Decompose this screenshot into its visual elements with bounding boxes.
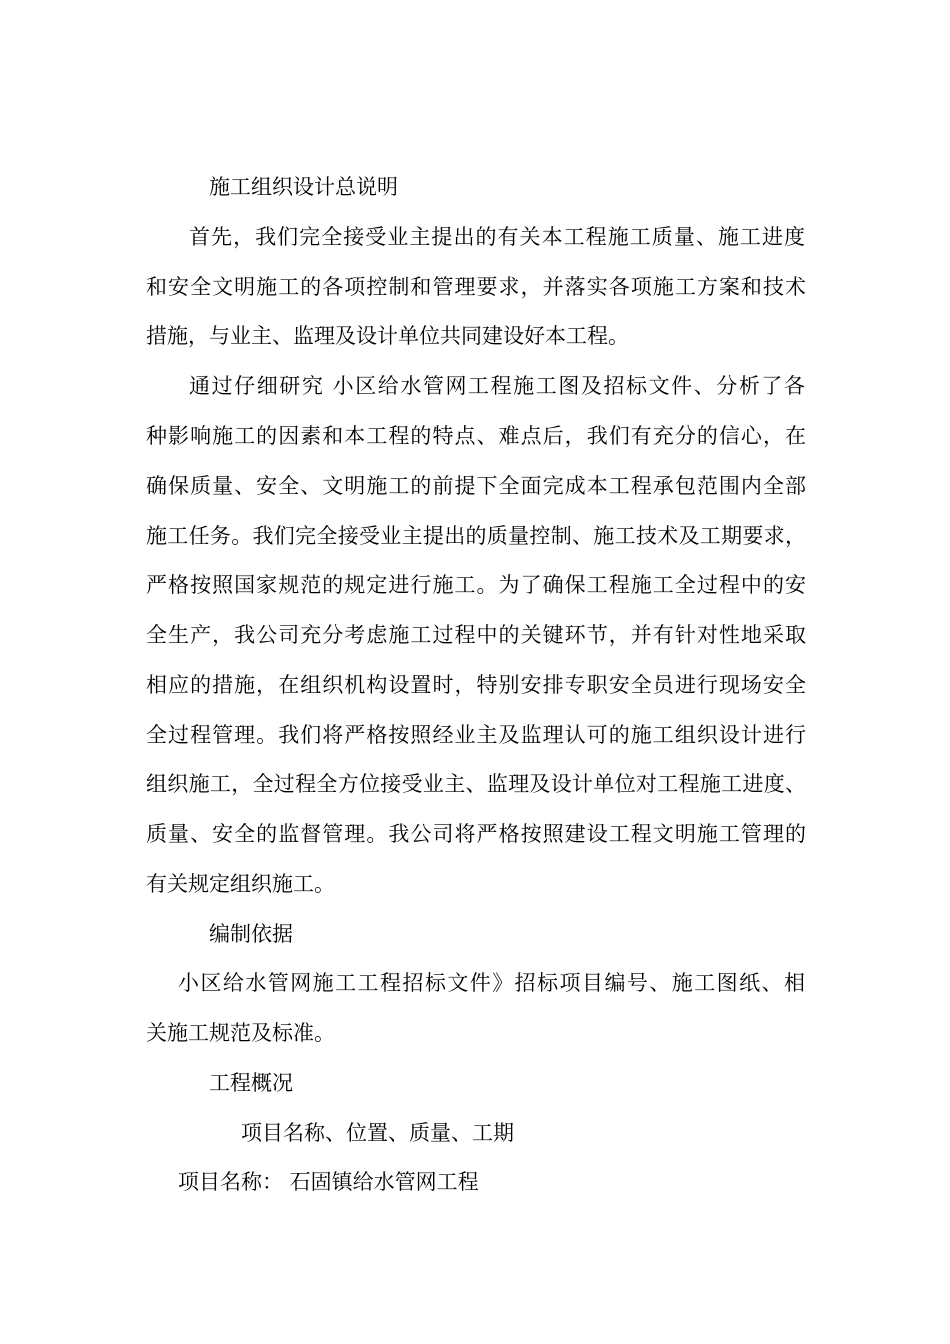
paragraph-line: 全生产，我公司充分考虑施工过程中的关键环节，并有针对性地采取 [146,623,806,647]
paragraph-line: 组织施工，全过程全方位接受业主、监理及设计单位对工程施工进度、 [146,772,806,796]
paragraph-line: 确保质量、安全、文明施工的前提下全面完成本工程承包范围内全部 [146,474,806,498]
section-heading-overview: 工程概况 [209,1071,293,1095]
paragraph-line: 小区给水管网施工工程招标文件》招标项目编号、施工图纸、相 [178,971,805,995]
paragraph-line: 关施工规范及标准。 [146,1021,335,1045]
section-heading-general: 施工组织设计总说明 [209,175,398,199]
paragraph-line: 通过仔细研究 小区给水管网工程施工图及招标文件、分析了各 [189,374,805,398]
paragraph-line: 相应的措施，在组织机构设置时，特别安排专职安全员进行现场安全 [146,673,806,697]
project-name-line: 项目名称： 石固镇给水管网工程 [178,1170,479,1194]
section-heading-basis: 编制依据 [209,922,293,946]
paragraph-line: 全过程管理。我们将严格按照经业主及监理认可的施工组织设计进行 [146,723,806,747]
paragraph-line: 种影响施工的因素和本工程的特点、难点后，我们有充分的信心，在 [146,424,806,448]
paragraph-line: 有关规定组织施工。 [146,872,335,896]
paragraph-line: 施工任务。我们完全接受业主提出的质量控制、施工技术及工期要求， [146,524,806,548]
paragraph-line: 首先，我们完全接受业主提出的有关本工程施工质量、施工进度 [189,225,805,249]
paragraph-line: 质量、安全的监督管理。我公司将严格按照建设工程文明施工管理的 [146,822,806,846]
paragraph-line: 措施，与业主、监理及设计单位共同建设好本工程。 [146,324,629,348]
paragraph-line: 和安全文明施工的各项控制和管理要求，并落实各项施工方案和技术 [146,275,806,299]
subsection-heading: 项目名称、位置、质量、工期 [241,1121,514,1145]
paragraph-line: 严格按照国家规范的规定进行施工。为了确保工程施工全过程中的安 [146,573,806,597]
